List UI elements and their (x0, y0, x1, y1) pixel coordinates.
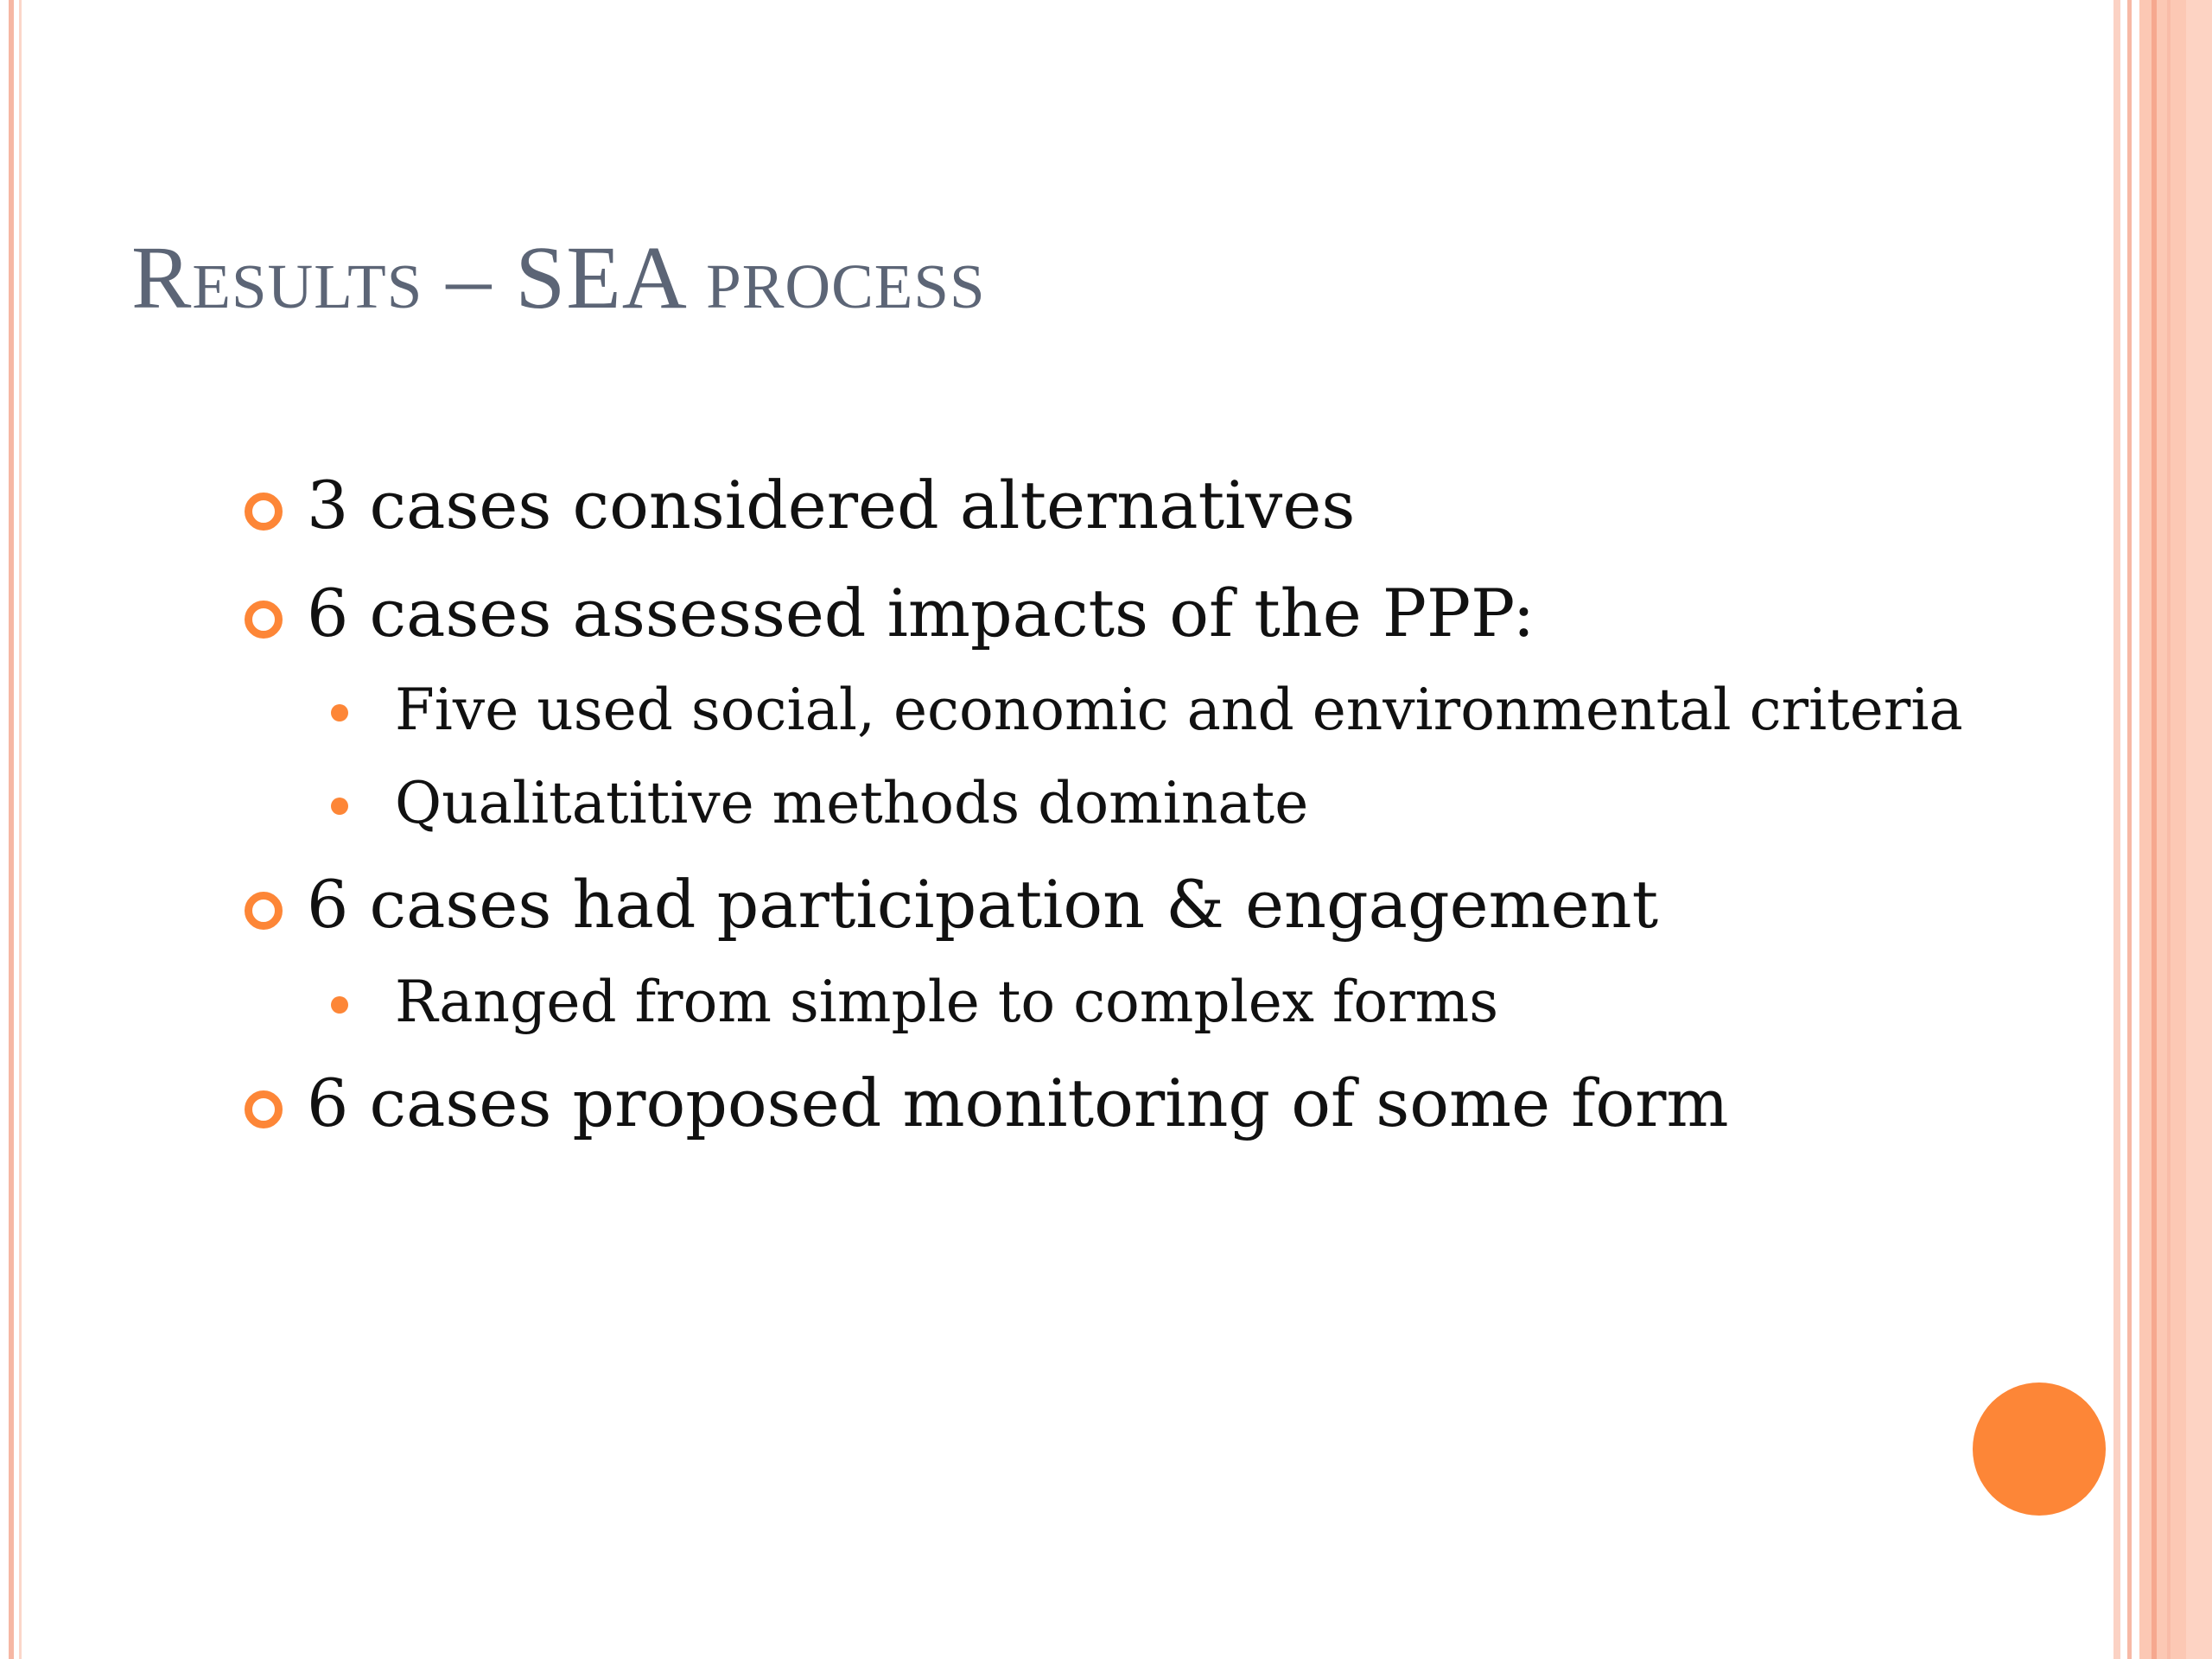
bullet-item: 3 cases considered alternatives (307, 467, 1356, 543)
bullet-item: 6 cases assessed impacts of the PPP: (307, 575, 1535, 652)
orange-ring-icon (245, 493, 283, 531)
sub-bullet-item: Ranged from simple to complex forms (395, 969, 1499, 1035)
orange-ring-icon (245, 892, 283, 930)
sub-bullet-item: Qualitatitive methods dominate (395, 770, 1309, 836)
orange-dot-icon (331, 704, 348, 721)
orange-dot-icon (331, 996, 348, 1014)
bullet-item: 6 cases had participation & engagement (307, 866, 1659, 943)
orange-ring-icon (245, 1090, 283, 1128)
orange-dot-icon (331, 798, 348, 815)
bullet-item: 6 cases proposed monitoring of some form (307, 1065, 1729, 1141)
sub-bullet-item: Five used social, economic and environmental criteria (395, 677, 1963, 743)
slide-title: Results – SEA process (131, 228, 986, 327)
orange-ring-icon (245, 601, 283, 639)
